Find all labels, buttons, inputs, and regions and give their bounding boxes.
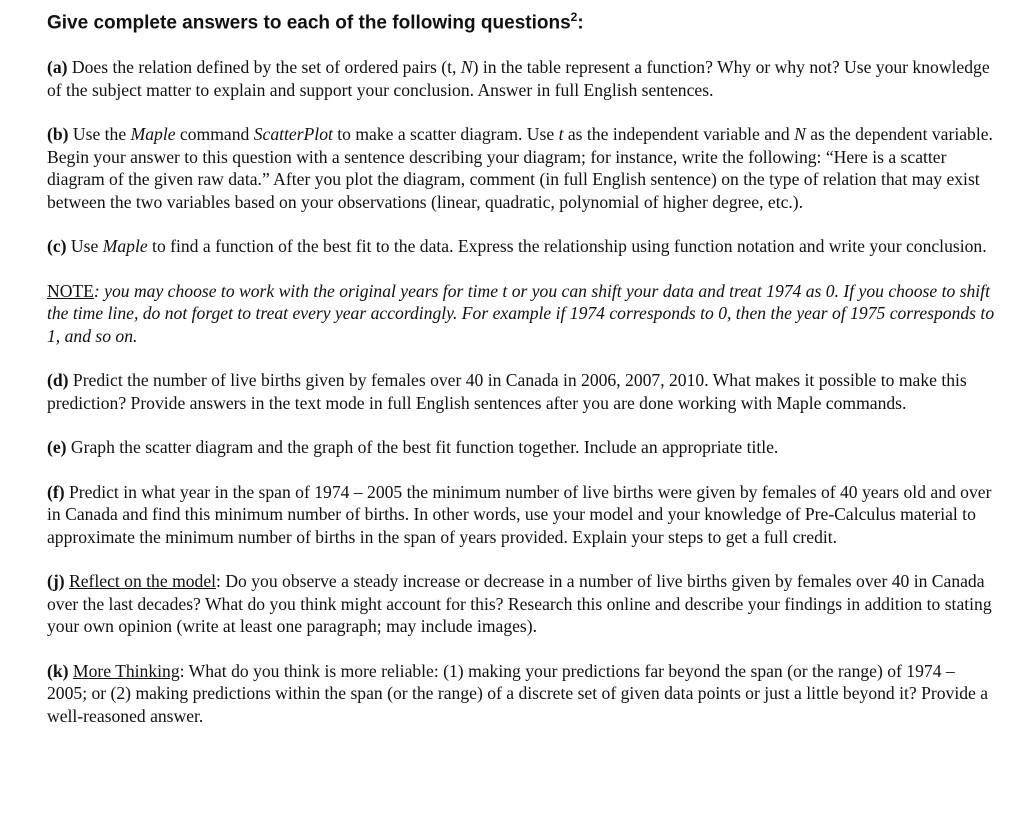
question-b	[47, 123, 996, 213]
question-b-command: ScatterPlot	[253, 124, 333, 145]
question-c	[47, 235, 996, 258]
question-e	[47, 436, 996, 459]
question-j-label: Reflect on the model	[68, 571, 217, 592]
question-b-maple: Maple	[130, 124, 176, 145]
question-a	[47, 56, 996, 101]
question-j-marker: (j)	[47, 571, 65, 592]
question-d-text: Predict the number of live births given by females over 40 in Canada in 2006, 2007, 2010. What makes it possible to make this prediction? Provide answers in the text mode in full English sentences after you are done working with Maple commands.	[47, 370, 967, 413]
question-f-marker: (f)	[47, 481, 65, 502]
question-a-text-2: ) in the table represent a function? Why or why not? Use your knowledge of the subject matter to explain and support your conclusion. Answer in full English sentences.	[47, 57, 990, 100]
question-k-label: More Thinking	[72, 660, 180, 681]
question-f	[47, 481, 996, 549]
question-b-text-1: Use the	[68, 124, 131, 145]
heading-text: Give complete answers to each of the following questions	[47, 12, 571, 34]
note-paragraph	[47, 280, 996, 348]
question-k-marker: (k)	[47, 660, 69, 681]
question-b-var-n: N	[794, 124, 806, 145]
question-c-text-1: Use	[66, 236, 103, 257]
question-c-marker: (c)	[47, 236, 67, 257]
question-a-text-1: Does the relation defined by the set of ordered pairs (t,	[67, 57, 461, 78]
question-e-marker: (e)	[47, 437, 67, 458]
note-text: : you may choose to work with the original years for time t or you can shift your data and treat 1974 as 0. If you choose to shift the time line, do not forget to treat every year accordingly. For example if 1974 corresponds to 0, then the year of 1975 corresponds to 1, and so on.	[47, 280, 995, 346]
question-a-var-n: N	[460, 57, 473, 78]
heading-colon: :	[577, 12, 584, 34]
note-label: NOTE	[47, 280, 94, 301]
question-b-marker: (b)	[47, 124, 69, 145]
question-j-text: : Do you observe a steady increase or decrease in a number of live births given by females over 40 in Canada over the last decades? What do you think might account for this? Research this online and describe your findings in addition to stating your own opinion (write at least one paragraph; may include images).	[47, 571, 992, 637]
question-b-text-5: as the dependent variable. Begin your answer to this question with a sentence describing your diagram; for instance, write the following: “Here is a scatter diagram of the given raw data.” After you plot the diagram, comment (in full English sentence) on the type of relation that may exist between the two variables based on your observations (linear, quadratic, polynomial of higher degree, etc.).	[47, 124, 993, 212]
question-a-marker: (a)	[47, 57, 68, 78]
question-f-text: Predict in what year in the span of 1974 – 2005 the minimum number of live births were given by females of 40 years old and over in Canada and find this minimum number of births. In other words, use your model and your knowledge of Pre-Calculus material to approximate the minimum number of births in the span of years provided. Explain your steps to get a full credit.	[47, 481, 992, 547]
question-d	[47, 369, 996, 414]
question-k	[47, 660, 996, 728]
page-heading	[47, 4, 996, 36]
question-e-text: Graph the scatter diagram and the graph of the best fit function together. Include an appropriate title.	[66, 437, 779, 458]
question-c-maple: Maple	[102, 236, 148, 257]
question-b-text-2: command	[175, 124, 254, 145]
question-b-text-4: as the independent variable and	[563, 124, 795, 145]
question-k-text: : What do you think is more reliable: (1) making your predictions far beyond the span (or the range) of 1974 – 2005; or (2) making predictions within the span (or the range) of a discrete set of given data points or just a little beyond it? Provide a well-reasoned answer.	[47, 660, 989, 726]
question-j	[47, 570, 996, 638]
heading-footnote-marker: 2	[570, 10, 578, 24]
question-d-marker: (d)	[47, 370, 69, 391]
question-c-text-2: to find a function of the best fit to the data. Express the relationship using function notation and write your conclusion.	[147, 236, 987, 257]
question-b-text-3: to make a scatter diagram. Use	[332, 124, 559, 145]
question-b-var-t: t	[558, 124, 564, 145]
